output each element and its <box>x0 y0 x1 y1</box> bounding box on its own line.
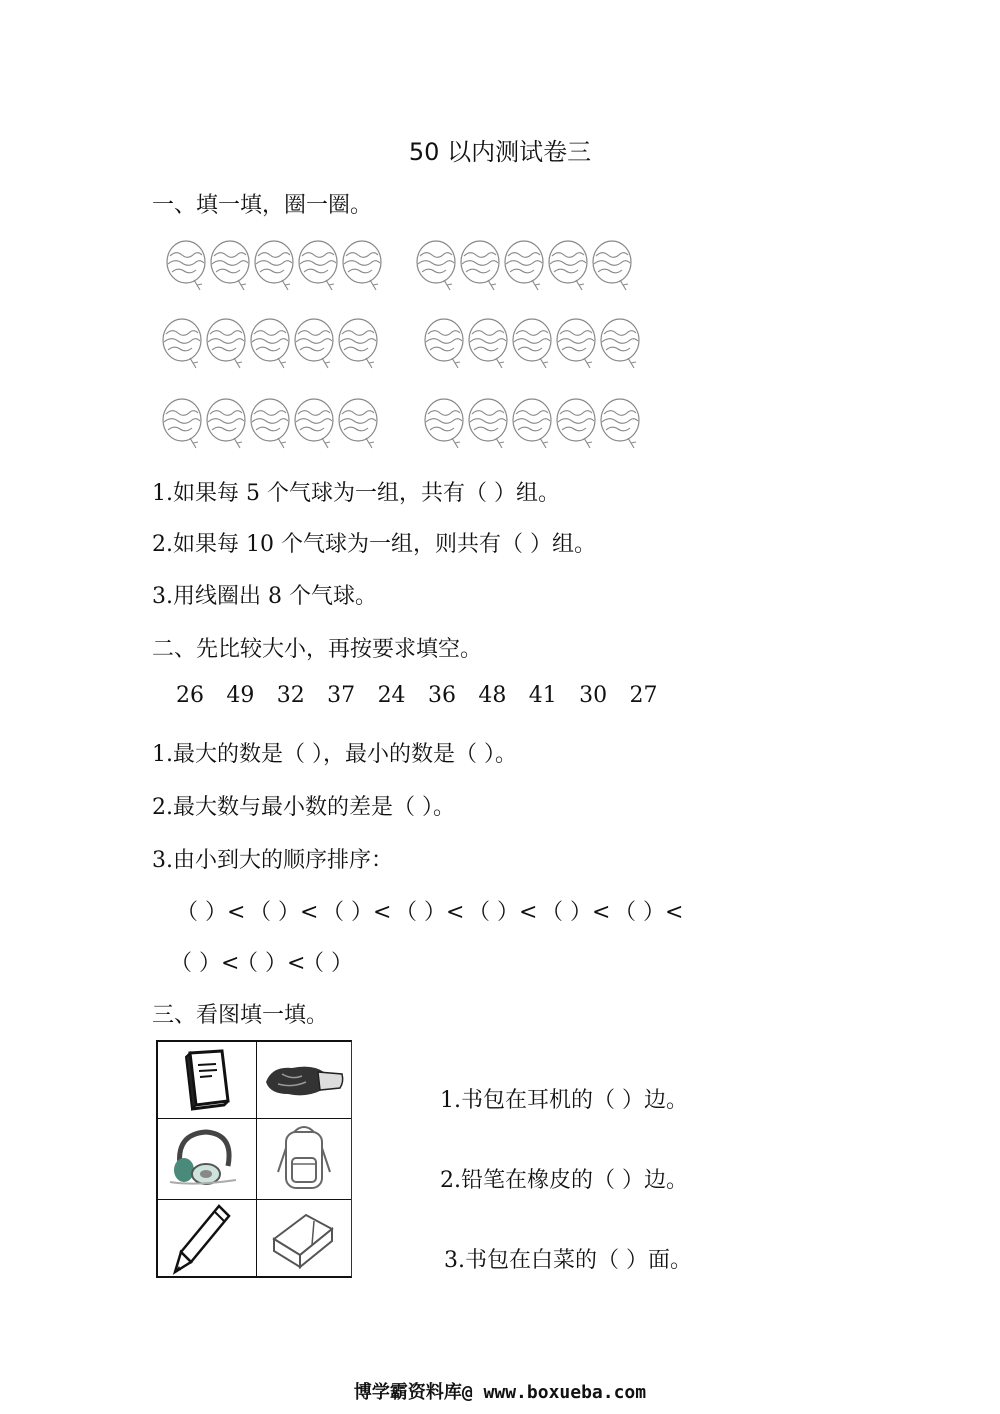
order-blank: （ ）< <box>236 951 306 976</box>
number-item: 41 <box>528 683 557 708</box>
order-blank: （ ）< <box>176 900 246 925</box>
number-item: 27 <box>629 683 658 708</box>
footer-watermark: 博学霸资料库@ www.boxueba.com <box>353 1382 647 1403</box>
order-blanks-row-2 <box>170 946 368 977</box>
balloon-row-1 <box>167 241 631 290</box>
section3-question-2: 2.铅笔在橡皮的（ ）边。 <box>440 1168 688 1193</box>
order-blank: （ ）< <box>614 900 684 925</box>
eraser-icon <box>256 1200 352 1276</box>
cabbage-icon <box>256 1042 352 1118</box>
section2-question-1: 1.最大的数是（ ），最小的数是（ ）。 <box>152 742 517 767</box>
section2-question-3: 3.由小到大的顺序排序： <box>152 848 393 873</box>
order-blank: （ ） <box>302 951 353 976</box>
section1-question-3: 3.用线圈出 8 个气球。 <box>152 584 377 609</box>
balloon-picture <box>150 232 670 462</box>
section3-question-1: 1.书包在耳机的（ ）边。 <box>440 1088 688 1113</box>
number-item: 49 <box>226 683 255 708</box>
page-title: 50 以内测试卷三 <box>408 138 592 166</box>
section3-heading: 三、看图填一填。 <box>152 1003 329 1028</box>
order-blank: （ ）< <box>249 900 319 925</box>
balloon-row-3 <box>163 399 639 448</box>
order-blank: （ ）< <box>541 900 611 925</box>
section1-question-2: 2.如果每 10 个气球为一组，则共有（ ）组。 <box>152 532 596 557</box>
pencil-icon <box>158 1200 254 1276</box>
number-list <box>176 683 680 708</box>
section2-question-2: 2.最大数与最小数的差是（ ）。 <box>152 795 455 820</box>
section1-heading: 一、填一填，圈一圈。 <box>152 193 373 218</box>
section3-question-3: 3.书包在白菜的（ ）面。 <box>444 1248 692 1273</box>
number-item: 37 <box>327 683 356 708</box>
number-item: 24 <box>377 683 406 708</box>
number-item: 48 <box>478 683 507 708</box>
order-blanks-row-1 <box>176 895 687 926</box>
number-item: 36 <box>427 683 456 708</box>
section2-heading: 二、先比较大小，再按要求填空。 <box>152 637 483 662</box>
backpack-icon <box>256 1119 352 1195</box>
order-blank: （ ）< <box>322 900 392 925</box>
number-item: 30 <box>579 683 608 708</box>
balloon-row-2 <box>163 319 639 368</box>
picture-grid <box>156 1040 352 1278</box>
order-blank: （ ）< <box>468 900 538 925</box>
order-blank: （ ）< <box>170 951 240 976</box>
number-item: 26 <box>176 683 204 708</box>
headphones-icon <box>158 1119 254 1195</box>
book-icon <box>158 1042 254 1118</box>
section1-question-1: 1.如果每 5 个气球为一组，共有（ ）组。 <box>152 481 560 506</box>
order-blank: （ ）< <box>395 900 465 925</box>
number-item: 32 <box>276 683 305 708</box>
